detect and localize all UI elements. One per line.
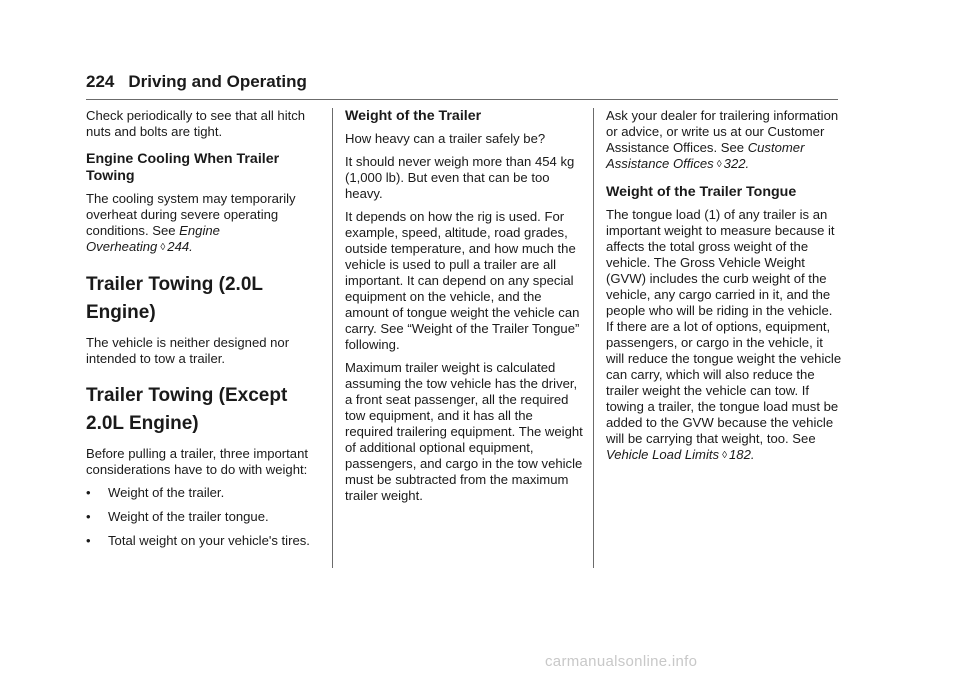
xref-engine-overheating[interactable]: Engine Overheating ◊ 244. bbox=[86, 223, 220, 254]
column-divider-right bbox=[593, 108, 594, 568]
paragraph-tongue-load-text: The tongue load (1) of any trailer is an important weight to measure because it affects the total gross weight of the vehicle. The Gross Vehicle Weight (GVW) includes the curb weight of the vehicle, any cargo carried in it, and the people who will be riding in the vehicle. If there are a lot of options, equipment, passengers, or cargo in the vehicle, it will reduce the tongue weight the vehicle can carry, which will also reduce the trailer weight the vehicle can tow. If towing a trailer, the tongue load must be added to the GVW because the vehicle will be carrying that weight, too. See bbox=[606, 207, 842, 446]
list-item-text: Weight of the trailer tongue. bbox=[108, 509, 269, 524]
section-title: Driving and Operating bbox=[128, 72, 307, 91]
column-middle bbox=[345, 108, 583, 511]
bullet-icon: • bbox=[86, 509, 91, 524]
header-divider bbox=[86, 99, 838, 100]
xref-customer-assistance-page[interactable]: 322 bbox=[723, 156, 746, 171]
paragraph-depends: It depends on how the rig is used. For example, speed, altitude, road grades, outside temperature, and how much the vehicle is used to pull a trailer are all important. It can depend on any special equipment on the vehicle, and the amount of tongue weight the vehicle can carry. See “Weight of the Trailer Tongue” following. bbox=[345, 209, 580, 352]
bullet-icon: • bbox=[86, 485, 91, 500]
paragraph-tongue-load bbox=[606, 207, 842, 464]
paragraph-hitch-nuts: Check periodically to see that all hitch nuts and bolts are tight. bbox=[86, 108, 306, 139]
xref-engine-overheating-label[interactable]: Engine Overheating bbox=[86, 223, 220, 254]
heading-weight-of-trailer: Weight of the Trailer bbox=[345, 108, 482, 124]
weight-considerations-list bbox=[86, 485, 318, 549]
heading-trailer-towing-except: Trailer Towing (Except 2.0L Engine) bbox=[86, 385, 288, 434]
paragraph-towing-20l: The vehicle is neither designed nor intended to tow a trailer. bbox=[86, 335, 290, 366]
xref-vehicle-load-limits[interactable]: Vehicle Load Limits ◊ 182. bbox=[606, 447, 755, 462]
xref-vehicle-load-limits-label[interactable]: Vehicle Load Limits bbox=[606, 447, 720, 462]
xref-engine-overheating-page[interactable]: 244 bbox=[167, 239, 190, 254]
list-item bbox=[86, 485, 318, 501]
xref-vehicle-load-limits-page[interactable]: 182 bbox=[729, 447, 751, 462]
watermark: carmanualsonline.info bbox=[545, 653, 698, 670]
column-divider-left bbox=[332, 108, 333, 568]
paragraph-maximum-weight: Maximum trailer weight is calculated assuming the tow vehicle has the driver, a front seat passenger, all the required tow equipment, and it has all the required trailering equipment. The weight of additional optional equipment, passengers, and cargo in the tow vehicle must be subtracted from the maximum trailer weight. bbox=[345, 360, 583, 503]
xref-customer-assistance[interactable]: Customer Assistance Offices ◊ 322. bbox=[606, 140, 805, 171]
paragraph-cooling bbox=[86, 191, 318, 256]
heading-weight-of-trailer-tongue: Weight of the Trailer Tongue bbox=[606, 184, 797, 200]
heading-engine-cooling: Engine Cooling When Trailer Towing bbox=[86, 151, 280, 184]
paragraph-how-heavy: How heavy can a trailer safely be? bbox=[345, 131, 546, 146]
paragraph-dealer bbox=[606, 108, 842, 173]
list-item-text: Weight of the trailer. bbox=[108, 485, 225, 500]
paragraph-dealer-text: Ask your dealer for trailering information or advice, or write us at our Customer Assistance Offices. See bbox=[606, 108, 839, 155]
list-item bbox=[86, 533, 318, 549]
xref-customer-assistance-label[interactable]: Customer Assistance Offices bbox=[606, 140, 805, 171]
heading-trailer-towing-20l: Trailer Towing (2.0L Engine) bbox=[86, 274, 263, 323]
page-ref-arrow-icon: ◊ bbox=[160, 242, 166, 253]
column-left bbox=[86, 108, 318, 557]
paragraph-before-pulling: Before pulling a trailer, three important considerations have to do with weight: bbox=[86, 446, 308, 477]
list-item-text: Total weight on your vehicle's tires. bbox=[108, 533, 310, 548]
paragraph-never-weigh: It should never weigh more than 454 kg (1,000 lb). But even that can be too heavy. bbox=[345, 154, 575, 201]
page-ref-arrow-icon: ◊ bbox=[722, 450, 728, 461]
bullet-icon: • bbox=[86, 533, 91, 548]
column-right bbox=[606, 108, 842, 471]
page-header bbox=[86, 72, 838, 98]
page-number: 224 bbox=[86, 72, 115, 91]
list-item bbox=[86, 509, 318, 525]
paragraph-cooling-text: The cooling system may temporarily overheat during severe operating conditions. See bbox=[86, 191, 296, 238]
page-ref-arrow-icon: ◊ bbox=[716, 159, 722, 170]
